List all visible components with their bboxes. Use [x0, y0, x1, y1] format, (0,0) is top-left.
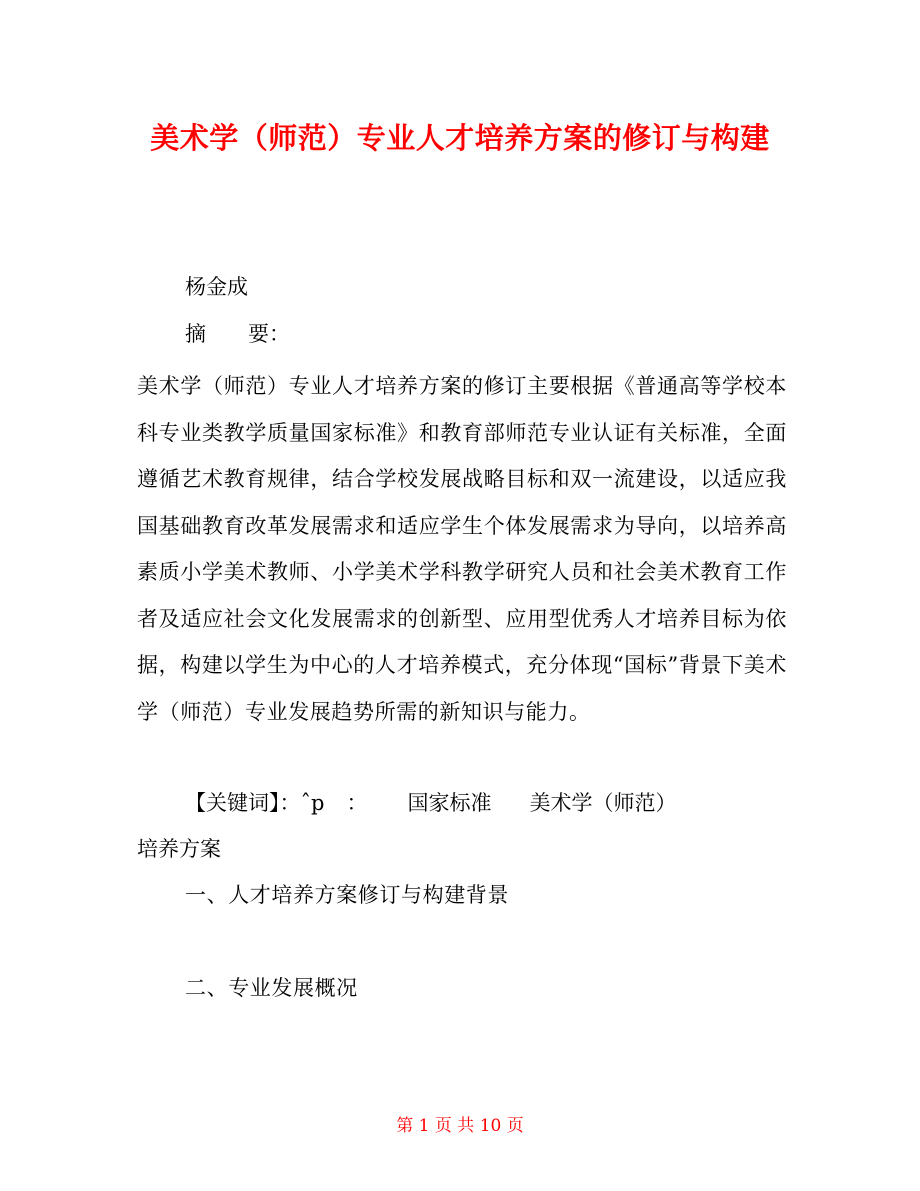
keywords-line — [185, 788, 676, 818]
keywords-marker: ˆp — [300, 791, 325, 815]
keyword-item: 培养方案 — [137, 837, 221, 861]
keywords-label: 【关键词】： — [185, 791, 301, 815]
page-number-footer: 第 1 页 共 10 页 — [396, 1116, 524, 1136]
keywords-separator: ： — [346, 791, 368, 815]
abstract-text: 美术学（师范）专业人才培养方案的修订主要根据《普通高等学校本科专业类教学质量国家标准》和教育部师范专业认证有关标准，全面遵循艺术教育规律，结合学校发展战略目标和双一流建设，以适应我国基础教育改革发展需求和适应学生个体发展需求为导向，以培养高素质小学美术教师、小学美术学科教学研究人员和社会美术教育工作者及适应社会文化发展需求的创新型、应用型优秀人才培养目标为依据，构建以学生为中心的人才培养模式，充分体现“国标”背景下美术学（师范）专业发展趋势所需的新知识与能力。 — [137, 374, 787, 724]
keyword-item: 美术学（师范） — [529, 791, 677, 815]
section-heading: 一、人才培养方案修订与构建背景 — [185, 883, 509, 907]
section-heading: 二、专业发展概况 — [185, 976, 358, 1000]
author-name: 杨金成 — [185, 275, 248, 299]
keyword-item: 国家标准 — [407, 791, 492, 815]
abstract-label: 摘 要： — [185, 322, 290, 346]
document-title: 美术学（师范）专业人才培养方案的修订与构建 — [150, 121, 770, 155]
